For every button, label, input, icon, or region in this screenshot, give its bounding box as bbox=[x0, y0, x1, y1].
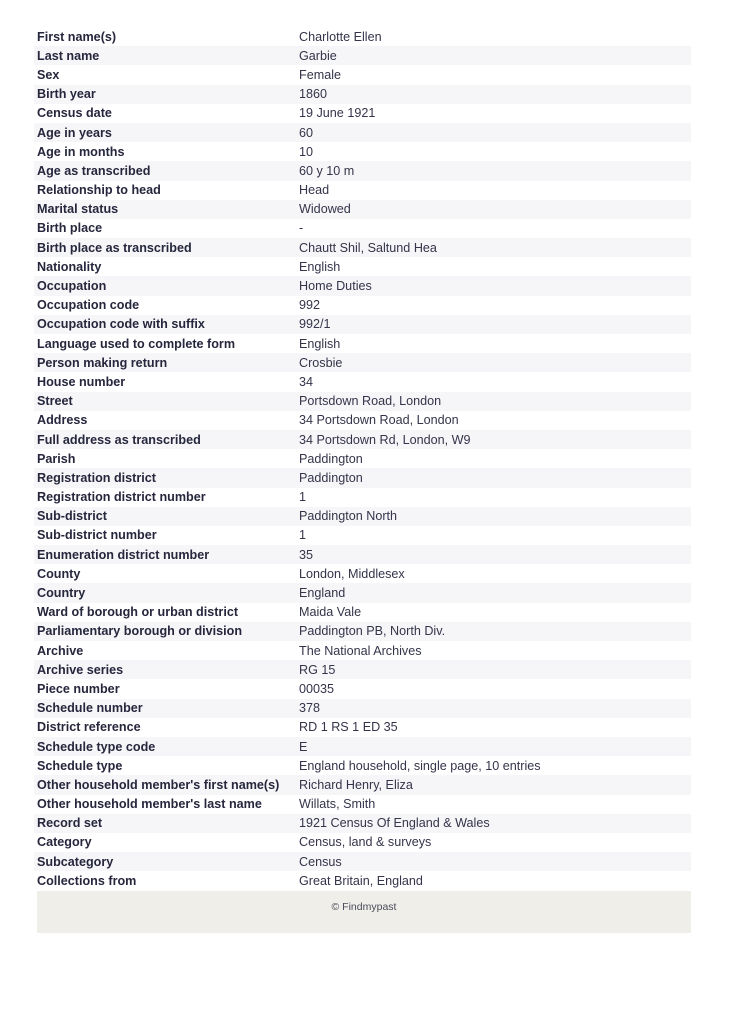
field-label: Schedule type code bbox=[37, 739, 156, 754]
record-row bbox=[34, 372, 691, 391]
field-value: 19 June 1921 bbox=[299, 106, 376, 121]
record-row bbox=[34, 814, 691, 833]
record-row bbox=[34, 699, 691, 718]
field-label: Parish bbox=[37, 451, 76, 466]
field-value: 1860 bbox=[299, 87, 328, 102]
field-value: Paddington bbox=[299, 470, 363, 485]
field-value: Maida Vale bbox=[299, 605, 362, 620]
field-label: County bbox=[37, 566, 81, 581]
field-label: Nationality bbox=[37, 259, 102, 274]
field-value: RG 15 bbox=[299, 662, 336, 677]
field-value: Richard Henry, Eliza bbox=[299, 777, 413, 792]
field-value: Female bbox=[299, 67, 341, 82]
field-label: Census date bbox=[37, 106, 112, 121]
field-value: Great Britain, England bbox=[299, 873, 423, 888]
field-value: Chautt Shil, Saltund Hea bbox=[299, 240, 437, 255]
field-value: London, Middlesex bbox=[299, 566, 405, 581]
field-label: Marital status bbox=[37, 202, 119, 217]
field-value: 992 bbox=[299, 298, 321, 313]
field-value: English bbox=[299, 336, 341, 351]
field-label: Person making return bbox=[37, 355, 168, 370]
record-row bbox=[34, 276, 691, 295]
field-label: Birth place bbox=[37, 221, 103, 236]
record-row bbox=[34, 315, 691, 334]
field-label: Subcategory bbox=[37, 854, 114, 869]
field-value: Garbie bbox=[299, 48, 337, 63]
record-row bbox=[34, 449, 691, 468]
field-value: 34 bbox=[299, 374, 314, 389]
field-label: Birth place as transcribed bbox=[37, 240, 192, 255]
record-row bbox=[34, 392, 691, 411]
field-label: Ward of borough or urban district bbox=[37, 605, 239, 620]
field-value: Census bbox=[299, 854, 342, 869]
field-label: Birth year bbox=[37, 87, 96, 102]
record-row bbox=[34, 142, 691, 161]
field-label: Street bbox=[37, 394, 73, 409]
field-value: 992/1 bbox=[299, 317, 331, 332]
record-row bbox=[34, 27, 691, 46]
field-label: District reference bbox=[37, 720, 141, 735]
field-label: Country bbox=[37, 586, 86, 601]
field-value: Charlotte Ellen bbox=[299, 29, 382, 44]
record-row bbox=[34, 123, 691, 142]
field-label: House number bbox=[37, 374, 126, 389]
field-label: Schedule type bbox=[37, 758, 123, 773]
record-row bbox=[34, 46, 691, 65]
field-label: Record set bbox=[37, 816, 103, 831]
field-value: 1 bbox=[299, 528, 307, 543]
record-row bbox=[34, 488, 691, 507]
field-label: Category bbox=[37, 835, 92, 850]
record-row bbox=[34, 507, 691, 526]
field-label: Registration district bbox=[37, 470, 156, 485]
field-value: Census, land & surveys bbox=[299, 835, 432, 850]
record-row bbox=[34, 622, 691, 641]
field-label: Occupation bbox=[37, 279, 107, 294]
record-row bbox=[34, 660, 691, 679]
field-label: Address bbox=[37, 413, 88, 428]
field-value: Paddington North bbox=[299, 509, 398, 524]
field-value: Willats, Smith bbox=[299, 797, 376, 812]
record-row bbox=[34, 257, 691, 276]
record-row bbox=[34, 564, 691, 583]
field-value: Paddington bbox=[299, 451, 363, 466]
record-row bbox=[34, 65, 691, 84]
field-label: Occupation code bbox=[37, 298, 140, 313]
field-label: Language used to complete form bbox=[37, 336, 236, 351]
field-value: - bbox=[299, 221, 304, 236]
field-label: Sex bbox=[37, 67, 60, 82]
field-label: Last name bbox=[37, 48, 100, 63]
field-value: 34 Portsdown Road, London bbox=[299, 413, 459, 428]
field-label: Enumeration district number bbox=[37, 547, 210, 562]
record-row bbox=[34, 200, 691, 219]
field-value: E bbox=[299, 739, 308, 754]
record-row bbox=[34, 411, 691, 430]
field-value: Head bbox=[299, 183, 330, 198]
field-label: Archive series bbox=[37, 662, 124, 677]
field-label: Age as transcribed bbox=[37, 163, 151, 178]
field-value: Home Duties bbox=[299, 279, 372, 294]
record-row bbox=[34, 181, 691, 200]
field-value: 1921 Census Of England & Wales bbox=[299, 816, 490, 831]
record-row bbox=[34, 430, 691, 449]
record-row bbox=[34, 583, 691, 602]
field-label: Parliamentary borough or division bbox=[37, 624, 243, 639]
record-row bbox=[34, 526, 691, 545]
field-label: Age in years bbox=[37, 125, 112, 140]
record-row bbox=[34, 603, 691, 622]
field-label: Sub-district number bbox=[37, 528, 157, 543]
record-row bbox=[34, 334, 691, 353]
record-row bbox=[34, 795, 691, 814]
field-label: Other household member's first name(s) bbox=[37, 777, 280, 792]
record-transcription-table bbox=[34, 27, 691, 890]
field-label: Archive bbox=[37, 643, 84, 658]
field-value: 60 y 10 m bbox=[299, 163, 355, 178]
record-row bbox=[34, 85, 691, 104]
field-value: 10 bbox=[299, 144, 314, 159]
record-row bbox=[34, 161, 691, 180]
field-value: 00035 bbox=[299, 681, 335, 696]
record-row bbox=[34, 718, 691, 737]
field-value: 34 Portsdown Rd, London, W9 bbox=[299, 432, 471, 447]
field-value: Paddington PB, North Div. bbox=[299, 624, 446, 639]
record-row bbox=[34, 353, 691, 372]
field-label: First name(s) bbox=[37, 29, 117, 44]
record-row bbox=[34, 641, 691, 660]
field-value: England household, single page, 10 entries bbox=[299, 758, 541, 773]
field-value: 1 bbox=[299, 490, 307, 505]
record-row bbox=[34, 219, 691, 238]
copyright-footer bbox=[37, 891, 691, 933]
field-label: Collections from bbox=[37, 873, 137, 888]
record-row bbox=[34, 545, 691, 564]
field-label: Other household member's last name bbox=[37, 797, 262, 812]
record-row bbox=[34, 871, 691, 890]
record-row bbox=[34, 852, 691, 871]
field-label: Registration district number bbox=[37, 490, 206, 505]
field-label: Sub-district bbox=[37, 509, 107, 524]
field-value: 60 bbox=[299, 125, 314, 140]
field-value: English bbox=[299, 259, 341, 274]
field-value: Portsdown Road, London bbox=[299, 394, 442, 409]
record-row bbox=[34, 775, 691, 794]
record-row bbox=[34, 833, 691, 852]
field-label: Occupation code with suffix bbox=[37, 317, 205, 332]
field-value: The National Archives bbox=[299, 643, 422, 658]
field-value: 35 bbox=[299, 547, 314, 562]
field-label: Age in months bbox=[37, 144, 125, 159]
record-row bbox=[34, 737, 691, 756]
field-value: Widowed bbox=[299, 202, 351, 217]
copyright-text: © Findmypast bbox=[331, 901, 397, 913]
field-label: Schedule number bbox=[37, 701, 143, 716]
field-value: RD 1 RS 1 ED 35 bbox=[299, 720, 398, 735]
field-value: 378 bbox=[299, 701, 321, 716]
field-label: Piece number bbox=[37, 681, 120, 696]
record-row bbox=[34, 679, 691, 698]
record-row bbox=[34, 296, 691, 315]
record-row bbox=[34, 468, 691, 487]
field-value: England bbox=[299, 586, 346, 601]
record-row bbox=[34, 104, 691, 123]
record-row bbox=[34, 238, 691, 257]
field-label: Full address as transcribed bbox=[37, 432, 201, 447]
record-row bbox=[34, 756, 691, 775]
field-label: Relationship to head bbox=[37, 183, 161, 198]
field-value: Crosbie bbox=[299, 355, 343, 370]
